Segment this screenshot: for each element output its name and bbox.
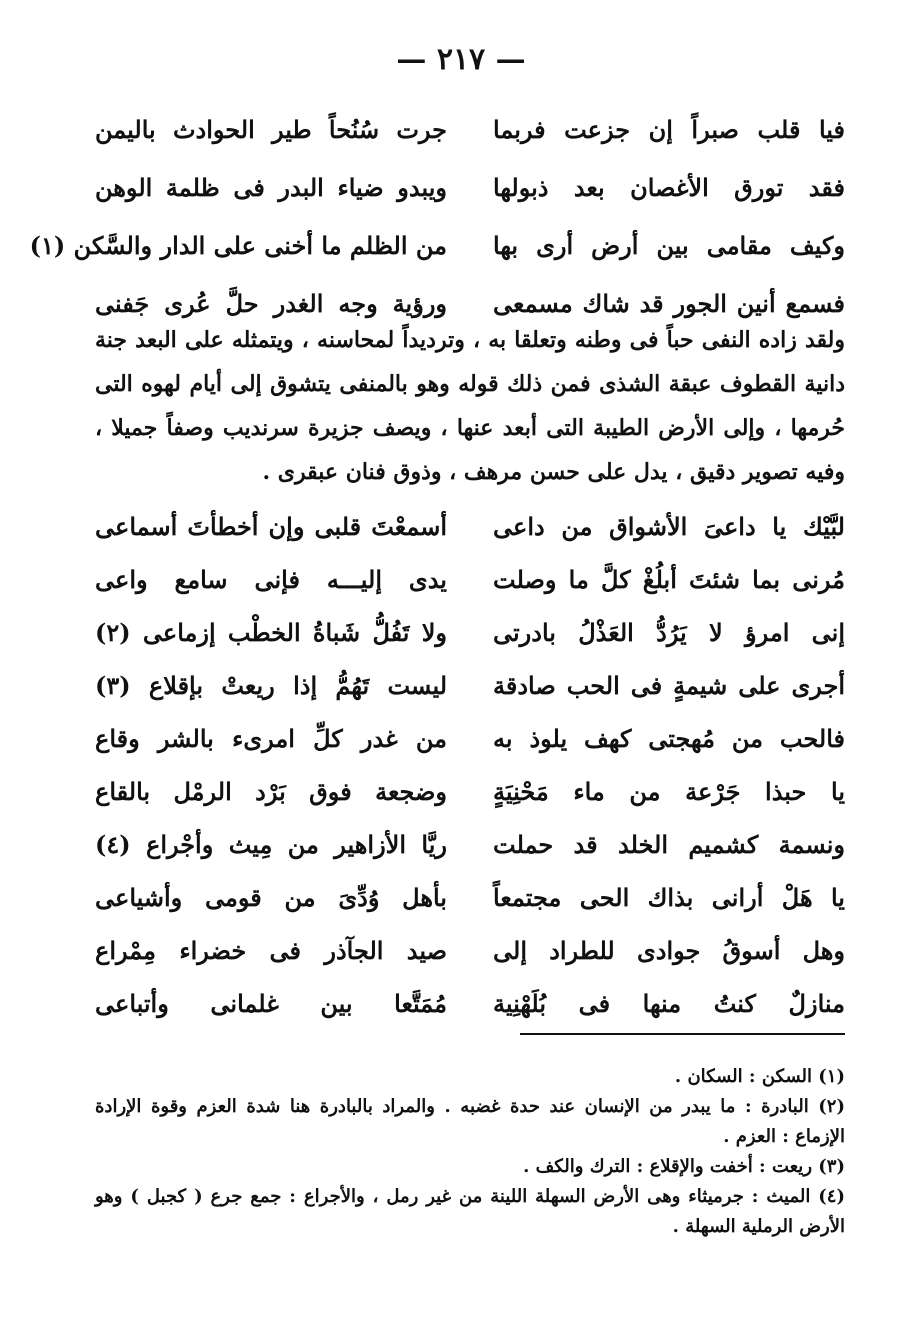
verse-line — [95, 553, 845, 606]
footnote: (٣) ريعت : أخفت والإقلاع : الترك والكف . — [523, 1156, 845, 1177]
footnote-divider — [520, 1033, 845, 1035]
verse-second-hemistich: ويبدو ضياء البدر فى ظلمة الوهن — [95, 172, 447, 202]
verse-second-hemistich: ورؤية وجه الغدر حلَّ عُرى جَفنى — [95, 288, 447, 318]
verse-first-hemistich: أجرى على شيمةٍ فى الحب صادقة — [493, 671, 845, 700]
footnotes — [95, 1062, 845, 1242]
verse-first-hemistich: يا حبذا جَرْعة من ماء مَحْنِيَةٍ — [493, 777, 845, 806]
verse-line — [95, 606, 845, 659]
verse-first-hemistich: وهل أسوقُ جوادى للطراد إلى — [493, 936, 845, 965]
verse-first-hemistich: مُرنى بما شئتَ أبلُغْ كلَّ ما وصلت — [493, 565, 845, 594]
verse-second-hemistich: ليست تَهُمُّ إذا ريعتْ بإقلاع (٣) — [95, 671, 447, 700]
verse-line — [95, 712, 845, 765]
verse-first-hemistich: إنى امرؤ لا يَرُدُّ العَذْلُ بادرتى — [493, 618, 845, 647]
poem-stanza-1 — [29, 100, 845, 332]
verse-line — [95, 100, 845, 158]
verse-second-hemistich: من الظلم ما أخنى على الدار والسَّكن (١) — [29, 230, 447, 260]
verse-line — [29, 216, 845, 274]
verse-second-hemistich: ولا تَفُلُّ شَباةُ الخطْب إزماعى (٢) — [95, 618, 447, 647]
verse-second-hemistich: ريَّا الأزاهير من مِيث وأجْراع (٤) — [95, 830, 447, 859]
verse-line — [95, 500, 845, 553]
verse-second-hemistich: مُمَتَّعا بين غلمانى وأتباعى — [95, 989, 447, 1018]
verse-second-hemistich: وضجعة فوق بَرْد الرمْل بالقاع — [95, 777, 447, 806]
verse-second-hemistich: صيد الجآذر فى خضراء مِمْراع — [95, 936, 447, 965]
poem-stanza-2 — [95, 500, 845, 1030]
verse-first-hemistich: فسمع أنين الجور قد شاك مسمعى — [493, 288, 845, 318]
prose-paragraph: ولقد زاده النفى حباً فى وطنه وتعلقا به ، وترديداً لمحاسنه ، ويتمثله على البعد جنة دانية القطوف عبقة الشذى فمن ذلك قوله وهو بالمنفى يتشوق إلى أيام لهوه التى حُرمها ، وإلى الأرض الطيبة التى أبعد عنها ، ويصف جزيرة سرنديب وصفاً جميلا ، وفيه تصوير دقيق ، يدل على حسن مرهف ، وذوق فنان عبقرى . — [95, 327, 845, 485]
verse-first-hemistich: فالحب من مُهجتى كهف يلوذ به — [493, 724, 845, 753]
verse-second-hemistich: بأهل وُدِّىَ من قومى وأشياعى — [95, 883, 447, 912]
verse-first-hemistich: فقد تورق الأغصان بعد ذبولها — [493, 172, 845, 202]
verse-first-hemistich: منازلٌ كنتُ منها فى بُلَهْنِية — [493, 989, 845, 1018]
verse-second-hemistich: أسمعْتَ قلبى وإن أخطأتَ أسماعى — [95, 512, 447, 541]
verse-second-hemistich: من غدر كلِّ امرىء بالشر وقاع — [95, 724, 447, 753]
verse-line — [95, 871, 845, 924]
verse-line — [95, 158, 845, 216]
verse-line — [95, 924, 845, 977]
footnote: (٤) الميث : جرميثاء وهى الأرض السهلة اللينة من غير رمل ، والأجراع : جمع جرع ( كجبل ) وهو الأرض الرملية السهلة . — [95, 1186, 845, 1237]
verse-line — [95, 765, 845, 818]
verse-line — [95, 977, 845, 1030]
prose-paragraph-block — [95, 318, 845, 494]
footnote: (١) السكن : السكان . — [674, 1066, 845, 1087]
verse-second-hemistich: يدى إليـــه فإنى سامع واعى — [95, 565, 447, 594]
verse-second-hemistich: جرت سُنُحاً طير الحوادث باليمن — [95, 114, 447, 144]
verse-first-hemistich: وكيف مقامى بين أرض أرى بها — [493, 230, 845, 260]
verse-line — [95, 659, 845, 712]
verse-first-hemistich: فيا قلب صبراً إن جزعت فربما — [493, 114, 845, 144]
verse-first-hemistich: ونسمة كشميم الخلد قد حملت — [493, 830, 845, 859]
verse-first-hemistich: لبَّيْك يا داعىَ الأشواق من داعى — [493, 512, 845, 541]
page-number: — ٢١٧ — — [396, 42, 526, 77]
verse-line — [95, 818, 845, 871]
verse-first-hemistich: يا هَلْ أرانى بذاك الحى مجتمعاً — [493, 883, 845, 912]
footnote: (٢) البادرة : ما يبدر من الإنسان عند حدة غضبه . والمراد بالبادرة هنا شدة العزم وقوة الإرادة الإزماع : العزم . — [95, 1096, 845, 1147]
